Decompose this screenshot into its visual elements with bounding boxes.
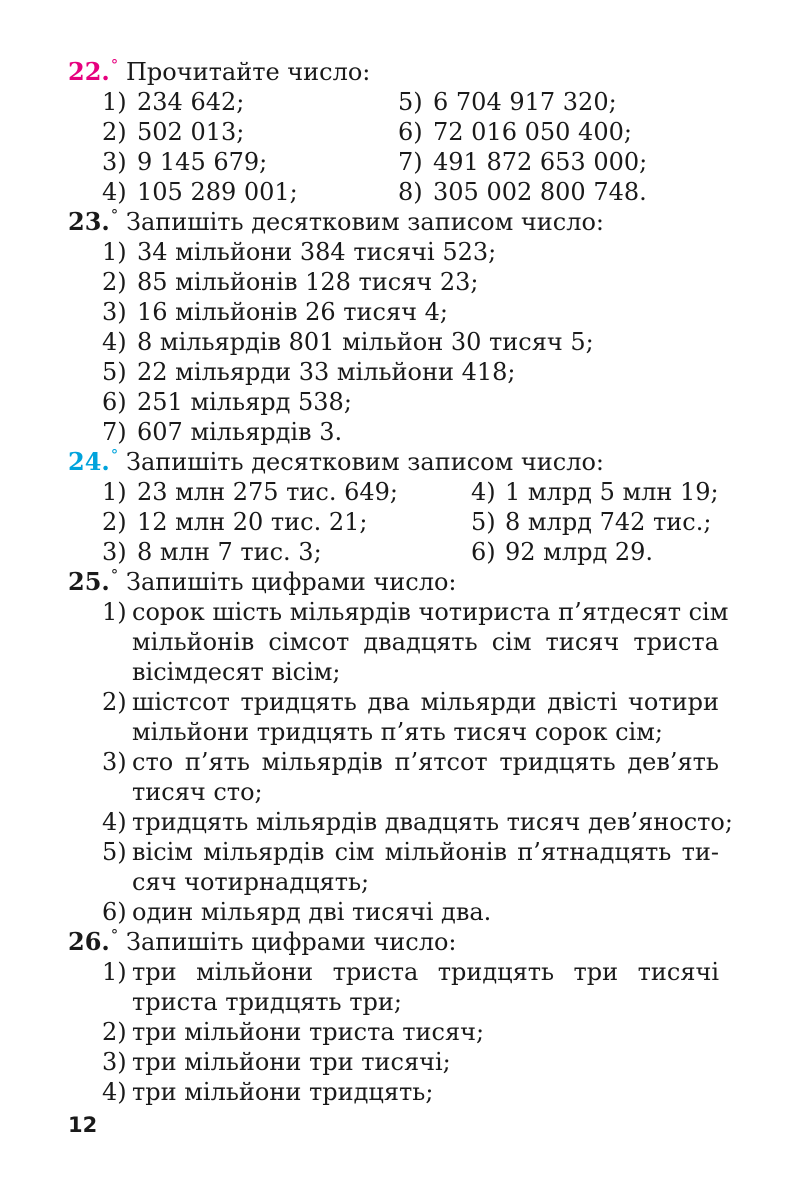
item-text: 12 млн 20 тис. 21; — [137, 508, 368, 536]
item-text: 85 мільйонів 128 тисяч 23; — [137, 268, 479, 296]
item-label: 1) — [102, 478, 127, 506]
item-text: тисяч сто; — [132, 778, 263, 806]
item-label: 4) — [471, 478, 496, 506]
item-label: 8) — [398, 178, 423, 206]
item-label: 6) — [398, 118, 423, 146]
item-label: 2) — [102, 118, 127, 146]
item-text: 8 млн 7 тис. 3; — [137, 538, 322, 566]
item-label: 4) — [102, 328, 127, 356]
item-label: 1) — [102, 598, 127, 626]
item-label: 6) — [102, 388, 127, 416]
item-text: сорок шість мільярдів чотириста п’ятдесят сім — [132, 598, 729, 626]
item-text: три мільйони триста тридцять три тисячі — [132, 958, 719, 986]
item-text: сяч чотирнадцять; — [132, 868, 370, 896]
item-text: 502 013; — [137, 118, 245, 146]
item-label: 2) — [102, 268, 127, 296]
item-text: 34 мільйони 384 тисячі 523; — [137, 238, 497, 266]
item-text: 22 мільярди 33 мільйони 418; — [137, 358, 516, 386]
item-text: 8 мільярдів 801 мільйон 30 тисяч 5; — [137, 328, 594, 356]
page-number: 12 — [68, 1113, 98, 1137]
exercise-number: 24.° — [68, 446, 119, 476]
item-text: 305 002 800 748. — [433, 178, 647, 206]
item-text: 16 мільйонів 26 тисяч 4; — [137, 298, 448, 326]
item-text: 92 млрд 29. — [505, 538, 654, 566]
item-text: шістсот тридцять два мільярди двісті чотири — [132, 688, 719, 716]
exercise-number: 23.° — [68, 206, 119, 236]
item-label: 1) — [102, 238, 127, 266]
exercise-title: Запишіть цифрами число: — [126, 928, 457, 956]
exercise-title: Запишіть цифрами число: — [126, 568, 457, 596]
item-label: 3) — [102, 1048, 127, 1076]
item-label: 2) — [102, 508, 127, 536]
item-text: тридцять мільярдів двадцять тисяч дев’яносто; — [132, 808, 733, 836]
item-label: 7) — [398, 148, 423, 176]
item-label: 6) — [471, 538, 496, 566]
item-text: вісімдесят вісім; — [132, 658, 341, 686]
item-label: 5) — [471, 508, 496, 536]
item-text: 8 млрд 742 тис.; — [505, 508, 712, 536]
exercise-title: Запишіть десятковим записом число: — [126, 448, 604, 476]
item-label: 2) — [102, 1018, 127, 1046]
item-label: 2) — [102, 688, 127, 716]
item-text: 491 872 653 000; — [433, 148, 648, 176]
item-text: три мільйони триста тисяч; — [132, 1018, 485, 1046]
item-label: 4) — [102, 1078, 127, 1106]
item-label: 5) — [398, 88, 423, 116]
item-label: 4) — [102, 178, 127, 206]
item-text: три мільйони три тисячі; — [132, 1048, 451, 1076]
item-text: мільйони тридцять п’ять тисяч сорок сім; — [132, 718, 663, 746]
exercise-number: 26.° — [68, 926, 119, 956]
item-label: 3) — [102, 148, 127, 176]
item-text: три мільйони тридцять; — [132, 1078, 434, 1106]
exercise-title: Запишіть десятковим записом число: — [126, 208, 604, 236]
item-label: 3) — [102, 298, 127, 326]
item-label: 6) — [102, 898, 127, 926]
item-text: 105 289 001; — [137, 178, 298, 206]
item-label: 3) — [102, 538, 127, 566]
item-label: 1) — [102, 958, 127, 986]
item-label: 5) — [102, 838, 127, 866]
item-text: 9 145 679; — [137, 148, 268, 176]
item-label: 3) — [102, 748, 127, 776]
exercise-title: Прочитайте число: — [126, 58, 371, 86]
item-text: триста тридцять три; — [132, 988, 402, 1016]
item-text: 72 016 050 400; — [433, 118, 632, 146]
item-text: вісім мільярдів сім мільйонів п’ятнадцять ти- — [132, 838, 719, 866]
item-text: мільйонів сімсот двадцять сім тисяч триста — [132, 628, 719, 656]
item-text: 6 704 917 320; — [433, 88, 617, 116]
item-text: 23 млн 275 тис. 649; — [137, 478, 399, 506]
item-text: 234 642; — [137, 88, 245, 116]
item-text: сто п’ять мільярдів п’ятсот тридцять дев’ять — [132, 748, 719, 776]
item-text: 251 мільярд 538; — [137, 388, 352, 416]
item-label: 7) — [102, 418, 127, 446]
item-text: 607 мільярдів 3. — [137, 418, 343, 446]
exercise-number: 25.° — [68, 566, 119, 596]
item-label: 4) — [102, 808, 127, 836]
item-text: 1 млрд 5 млн 19; — [505, 478, 719, 506]
item-text: один мільярд дві тисячі два. — [132, 898, 492, 926]
exercise-number: 22.° — [68, 56, 119, 86]
item-label: 5) — [102, 358, 127, 386]
item-label: 1) — [102, 88, 127, 116]
